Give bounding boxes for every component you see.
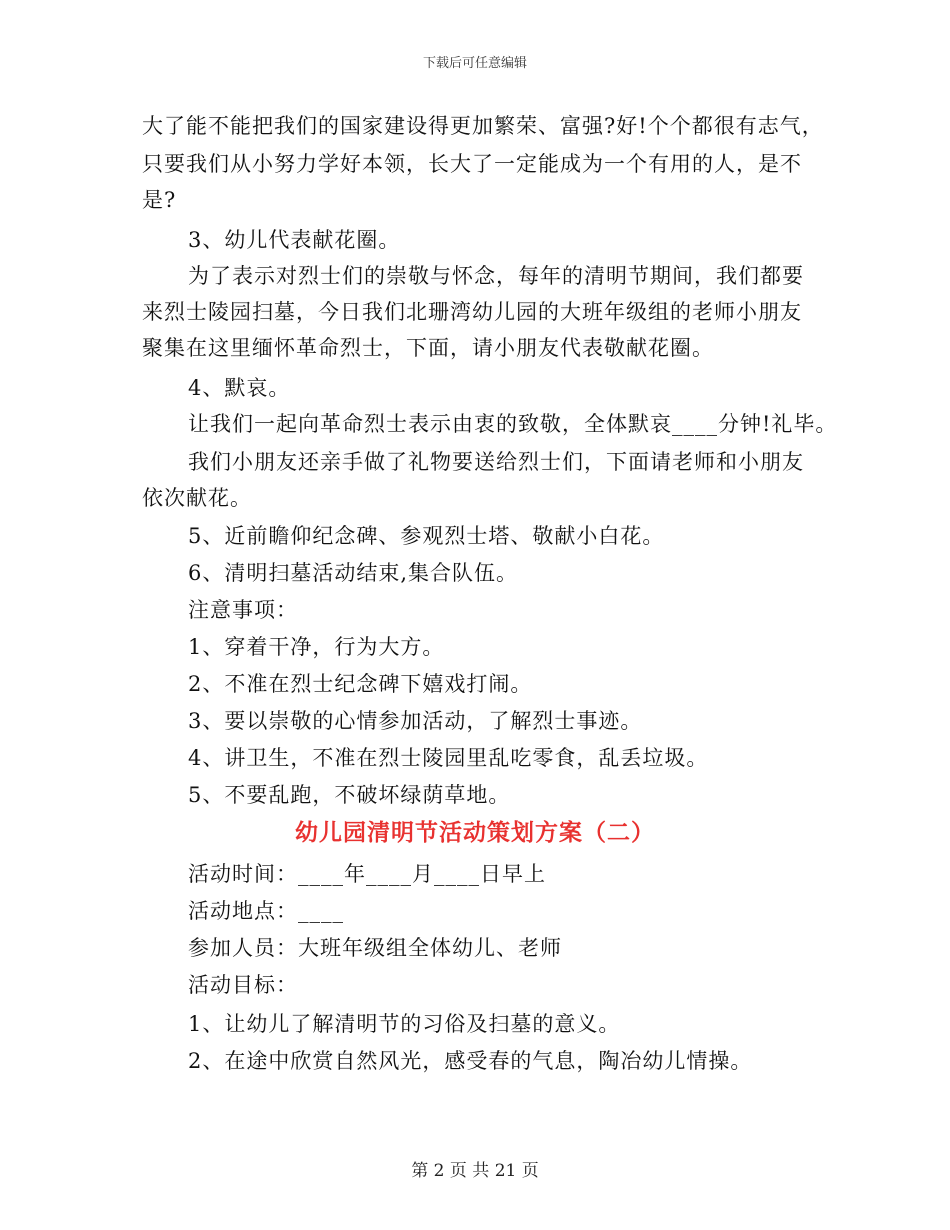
page-header-note: 下载后可任意编辑 (422, 56, 527, 71)
note-item: 4、讲卫生，不准在烈士陵园里乱吃零食，乱丢垃圾。 (188, 746, 709, 770)
paragraph-line: 依次献花。 (142, 486, 252, 510)
step-item: 5、近前瞻仰纪念碑、参观烈士塔、敬献小白花。 (188, 524, 665, 548)
goal-item: 2、在途中欣赏自然风光，感受春的气息，陶冶幼儿情操。 (188, 1049, 753, 1073)
activity-time: 活动时间：____年____月____日早上 (188, 862, 546, 886)
paragraph-line: 是? (142, 188, 177, 212)
page-number: 第 2 页 共 21 页 (411, 1161, 539, 1181)
paragraph-line: 来烈士陵园扫墓，今日我们北珊湾幼儿园的大班年级组的老师小朋友 (142, 300, 802, 324)
note-item: 3、要以崇敬的心情参加活动，了解烈士事迹。 (188, 709, 643, 733)
activity-participants: 参加人员：大班年级组全体幼儿、老师 (188, 936, 562, 960)
step-item: 3、幼儿代表献花圈。 (188, 228, 401, 252)
paragraph-line: 我们小朋友还亲手做了礼物要送给烈士们，下面请老师和小朋友 (188, 450, 804, 474)
notes-heading: 注意事项： (188, 598, 298, 622)
paragraph-line: 大了能不能把我们的国家建设得更加繁荣、富强?好!个个都很有志气， (142, 114, 824, 138)
note-item: 5、不要乱跑，不破坏绿荫草地。 (188, 783, 511, 807)
note-item: 2、不准在烈士纪念碑下嬉戏打闹。 (188, 672, 533, 696)
paragraph-line: 聚集在这里缅怀革命烈士，下面，请小朋友代表敬献花圈。 (142, 336, 714, 360)
section-title: 幼儿园清明节活动策划方案（二） (295, 819, 655, 846)
step-item: 4、默哀。 (188, 376, 291, 400)
goal-item: 1、让幼儿了解清明节的习俗及扫墓的意义。 (188, 1012, 621, 1036)
note-item: 1、穿着干净，行为大方。 (188, 635, 445, 659)
step-item: 6、清明扫墓活动结束,集合队伍。 (188, 561, 519, 585)
activity-place: 活动地点：____ (188, 899, 344, 923)
paragraph-line: 让我们一起向革命烈士表示由衷的致敬，全体默哀____分钟!礼毕。 (188, 412, 838, 436)
paragraph-line: 为了表示对烈士们的崇敬与怀念，每年的清明节期间，我们都要 (188, 264, 804, 288)
paragraph-line: 只要我们从小努力学好本领，长大了一定能成为一个有用的人，是不 (142, 152, 802, 176)
goals-heading: 活动目标： (188, 973, 298, 997)
